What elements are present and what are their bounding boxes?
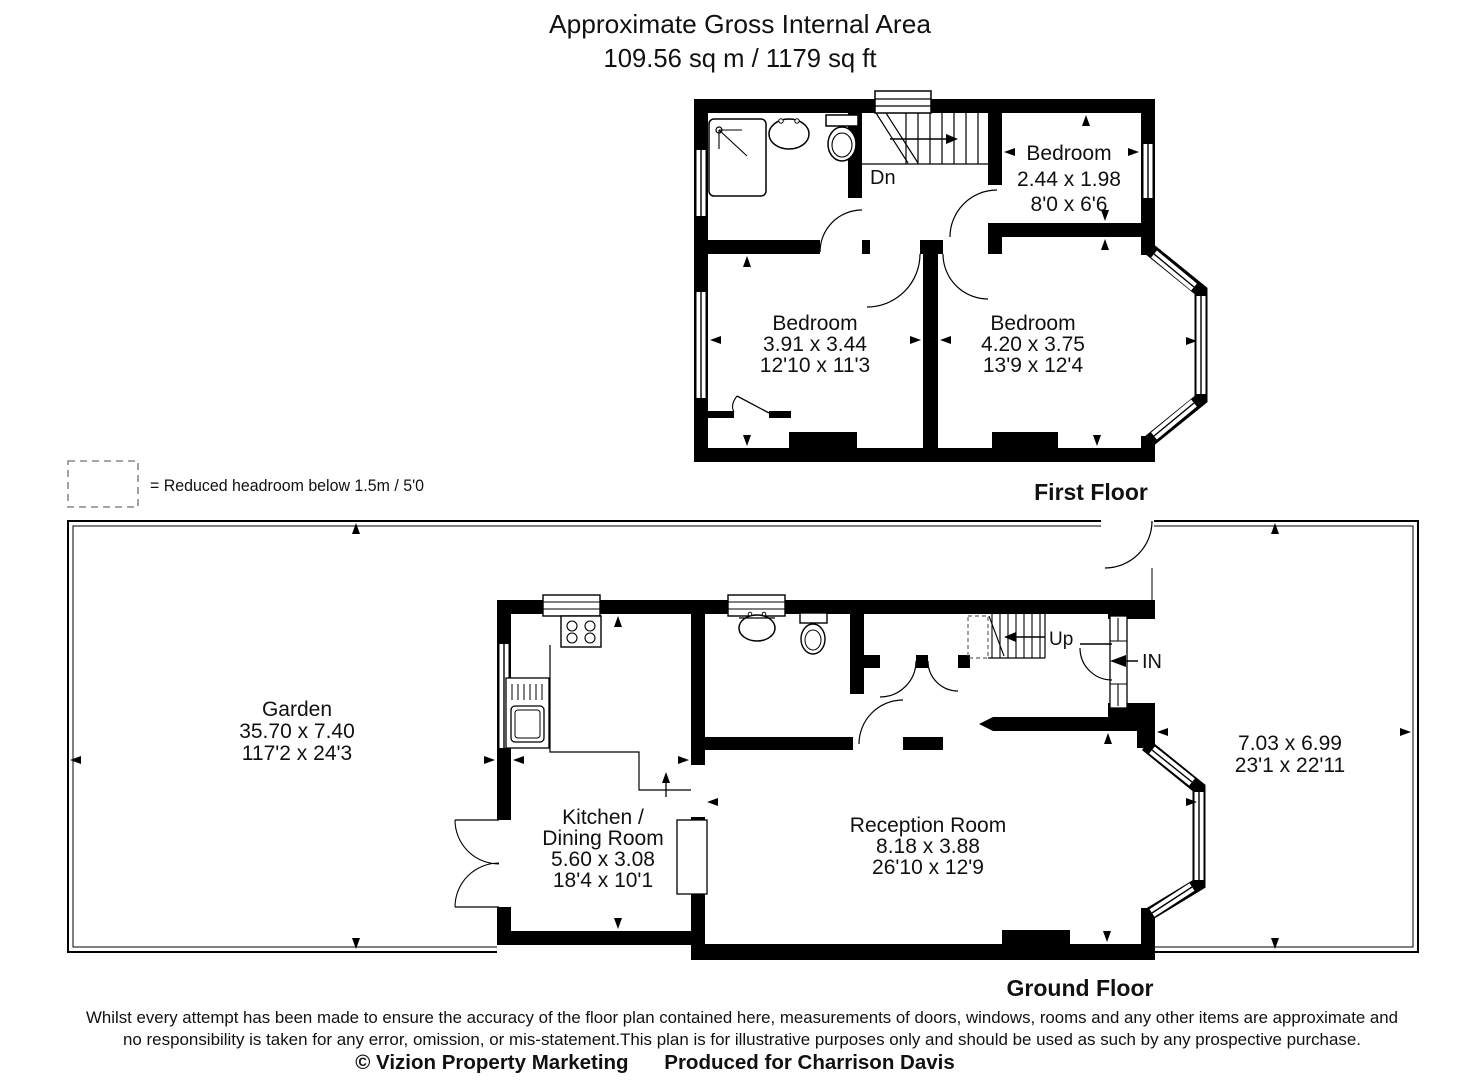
bedroom-right-door-arc (943, 254, 988, 299)
kitchen-top-window (543, 595, 600, 616)
room-metric: 7.03 x 6.99 (1238, 732, 1342, 755)
room-name: Bedroom (1026, 142, 1112, 165)
bathroom-toilet (826, 115, 858, 161)
room-metric: 4.20 x 3.75 (981, 333, 1085, 356)
ff-doors (733, 190, 997, 413)
room-metric: 3.91 x 3.44 (763, 333, 867, 356)
svg-text:© Vizion Property Marketing (355, 1051, 955, 1074)
stairs-up-label: Up (1049, 629, 1074, 650)
ground-floor-title: Ground Floor (1006, 975, 1154, 1001)
title-line1: Approximate Gross Internal Area (549, 9, 932, 39)
room-metric: 35.70 x 7.40 (239, 720, 355, 743)
garden-gate (1101, 518, 1154, 600)
room-imperial: 23'1 x 22'11 (1234, 754, 1346, 777)
closet-door-arc (733, 396, 737, 412)
room-name: Bedroom (772, 312, 858, 335)
ff-bathroom-fixtures (709, 115, 858, 196)
ff-dimension-arrows (710, 115, 1197, 446)
first-floor-plan (694, 91, 1201, 505)
first-floor-title: First Floor (1034, 479, 1148, 505)
bathroom-sink (769, 119, 809, 149)
stairs-down-label: Dn (870, 167, 896, 189)
room-imperial: 8'0 x 6'6 (1030, 193, 1108, 216)
room-name: Reception Room (849, 814, 1007, 837)
legend-label: = Reduced headroom below 1.5m / 5'0 (150, 476, 424, 495)
front-area-label (1235, 732, 1345, 777)
room-imperial: 18'4 x 10'1 (552, 869, 654, 892)
room-metric: 2.44 x 1.98 (1017, 168, 1121, 191)
room-imperial: 13'9 x 12'4 (982, 354, 1084, 377)
bathroom-door-arc (820, 210, 862, 252)
room-imperial: 117'2 x 24'3 (241, 742, 353, 765)
gf-chimney-reception (1002, 930, 1070, 946)
room-imperial: 12'10 x 11'3 (759, 354, 871, 377)
wc-window (728, 595, 785, 616)
wc-toilet (800, 613, 827, 654)
room-metric: 5.60 x 3.08 (551, 848, 655, 871)
legend (68, 461, 424, 507)
disclaimer-line2: no responsibility is taken for any error, omission, or mis-statement.This plan is for illustrative purposes only and should be used as such by any prospective purchase. (123, 1031, 1361, 1049)
bedroom-left-label (760, 312, 870, 377)
produced-for-label: Produced for Charrison Davis (664, 1051, 955, 1074)
disclaimer-line1: Whilst every attempt has been made to ensure the accuracy of the floor plan contained here, measurements of doors, windows, rooms and any other items are approximate and (86, 1009, 1398, 1027)
kitchen-hob (561, 616, 601, 647)
room-imperial: 26'10 x 12'9 (872, 856, 984, 879)
french-doors (455, 820, 499, 907)
entrance-label: IN (1142, 651, 1162, 673)
footer (86, 1009, 1398, 1074)
bedroom-right-label (981, 312, 1085, 377)
fireplace (677, 820, 707, 894)
room-name: Garden (261, 698, 333, 721)
ff-walls (694, 99, 1201, 462)
reduced-headroom-swatch (68, 461, 138, 507)
closet-door-leaf (737, 396, 769, 413)
room-metric: 8.18 x 3.88 (876, 835, 980, 858)
room-name: Bedroom (990, 312, 1076, 335)
shower (709, 119, 766, 196)
ff-chimney-right (992, 432, 1058, 448)
room-name: Kitchen / (562, 806, 644, 829)
room-name2: Dining Room (542, 827, 664, 850)
title-line2: 109.56 sq m / 1179 sq ft (603, 43, 878, 73)
ff-bay-glazing (1154, 254, 1201, 436)
ff-chimney-left (789, 432, 857, 448)
bedroom-small-label (1017, 142, 1121, 216)
title (549, 9, 932, 73)
ff-staircase (862, 113, 988, 189)
garden-label (239, 698, 355, 765)
ff-bay-window-wall (1148, 248, 1201, 442)
stairs-window (875, 91, 931, 113)
bedroom-left-door-arc (867, 254, 920, 307)
kitchen-sink-unit (506, 678, 549, 748)
ground-floor-plan (68, 518, 1418, 1001)
copyright-label: © Vizion Property Marketing (355, 1051, 629, 1074)
